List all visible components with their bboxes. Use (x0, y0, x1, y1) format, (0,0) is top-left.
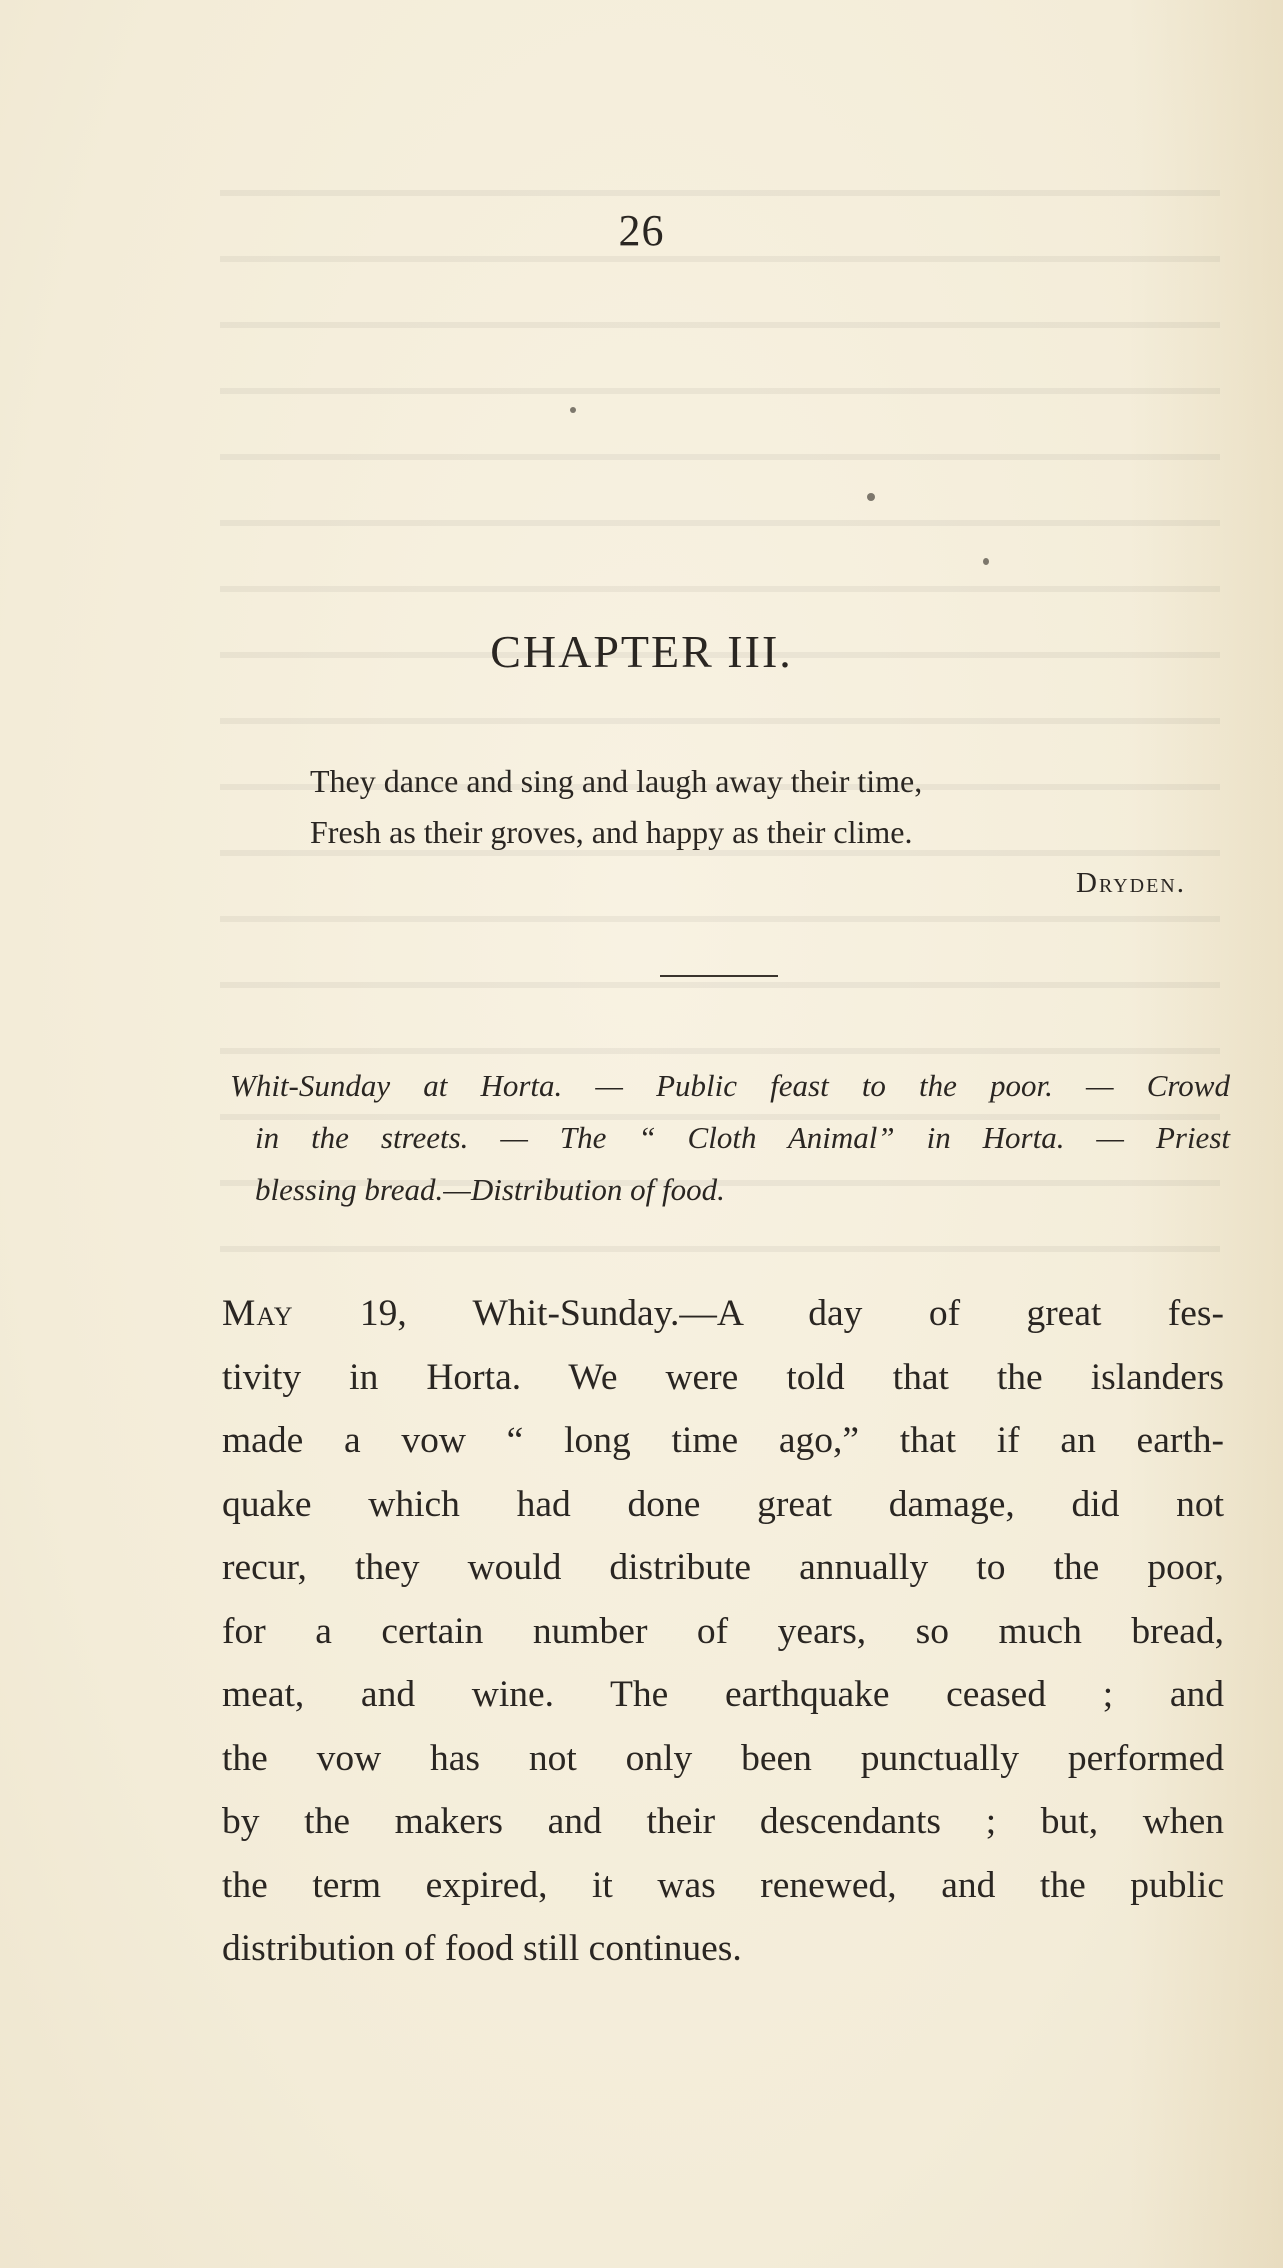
page-number: 26 (618, 206, 665, 255)
paragraph-line: tivity in Horta. We were told that the islanders (222, 1356, 1224, 1398)
body-paragraph (222, 1282, 1224, 1981)
paragraph-line: for a certain number of years, so much bread, (222, 1610, 1224, 1652)
epigraph (310, 756, 1190, 909)
ink-speck (570, 407, 576, 413)
paragraph-line: made a vow “ long time ago,” that if an earth- (222, 1420, 1224, 1461)
summary-line: blessing bread.—Distribution of food. (255, 1172, 725, 1207)
paragraph-line: the vow has not only been punctually performed (222, 1737, 1224, 1779)
first-line-text: 19, Whit-Sunday.—A day of great fes- (293, 1293, 1224, 1334)
paragraph-line: distribution of food still continues. (222, 1928, 742, 1969)
paragraph-line: meat, and wine. The earthquake ceased ; and (222, 1674, 1224, 1715)
paragraph-line (222, 1282, 1224, 1346)
chapter-summary (230, 1060, 1230, 1216)
summary-line: Whit-Sunday at Horta. — Public feast to the poor. — Crowd (230, 1068, 1230, 1103)
paragraph-line: by the makers and their descendants ; but, when (222, 1801, 1224, 1842)
epigraph-line: They dance and sing and laugh away their time, (310, 763, 923, 799)
epigraph-attribution: Dryden. (1076, 867, 1186, 899)
ink-speck (867, 493, 875, 501)
summary-line: in the streets. — The “ Cloth Animal” in Horta. — Priest (255, 1120, 1230, 1155)
paragraph-line: quake which had done great damage, did not (222, 1483, 1224, 1525)
section-rule (660, 975, 778, 977)
ink-speck (983, 558, 989, 565)
date-smallcaps: May (222, 1293, 294, 1334)
paragraph-line: recur, they would distribute annually to the poor, (222, 1547, 1224, 1588)
chapter-title: CHAPTER III. (490, 626, 793, 677)
paragraph-line: the term expired, it was renewed, and the public (222, 1864, 1224, 1906)
epigraph-line: Fresh as their groves, and happy as their clime. (310, 814, 913, 850)
